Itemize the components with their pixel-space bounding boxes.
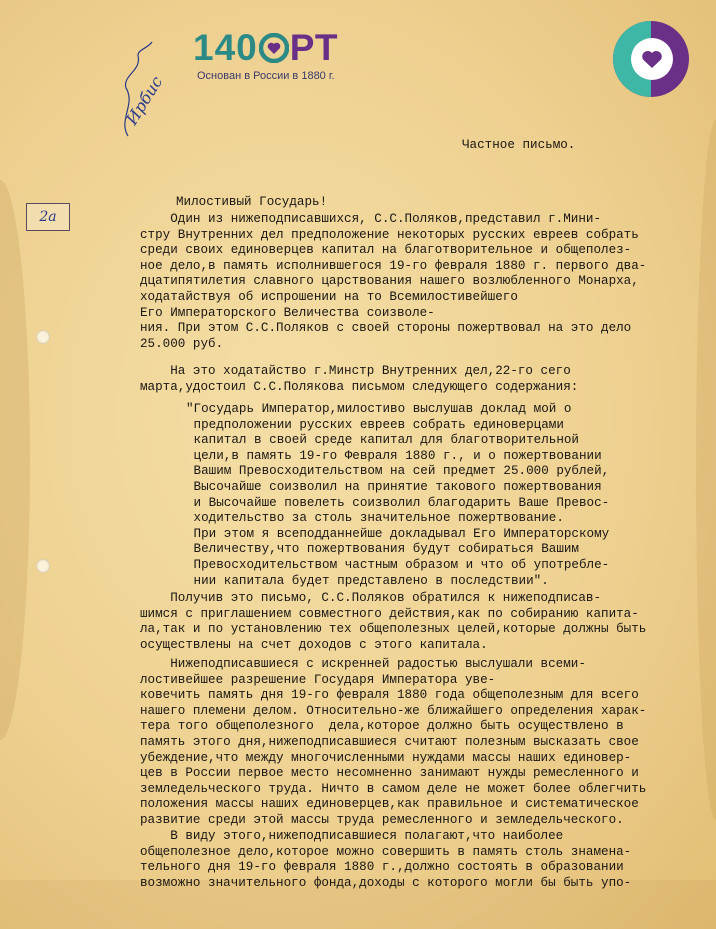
paragraph-1: Один из нижеподписавшихся, С.С.Поляков,представил г.Мини- стру Внутренних дел предположение некоторых русских евреев собрать среди своих единоверцев капитал на благотворительное и общеполез- ное дело,в память исполнившегося 19-го февраля 1880 г. первого два- дцатипятилетия славного царствования нашего возлюбленного Монарха, ходатайствуя об испрошении на то Всемилостивейшего Его Императорского Величества соизволе- ния. При этом С.С.Поляков с своей стороны пожертвовал на это дело 25.000 руб. [140,212,647,351]
paper-stain [0,180,30,740]
paragraph-2: На это ходатайство г.Минстр Внутренних дел,22-го сего марта,удостоил С.С.Полякова письмом следующего содержания: [140,364,579,394]
brand-wordmark [193,28,339,68]
punch-hole [36,330,50,344]
brand-suffix: РТ [289,27,339,68]
paragraph-4: Нижеподписавшиеся с искренней радостью выслушали всеми- лостивейшее разрешение Государя Императора уве- ковечить память дня 19-го февраля 1880 года общеполезным для всего нашего племени делом. Относительно-же ближайшего определения харак- тера того общеполезного дела,которое должно быть осуществлено в память этого дня,нижеподписавшиеся считают полезным высказать свое убеждение,что между многочисленными нуждами массы наших единовер- цев в России первое место несомненно занимают нужды ремесленного и земледельческого труда. Ничто в самом деле не может более облегчить положения массы наших единоверцев,как правильное и систематическое развитие среди этой массы труда ремесленного и земледельческого. [140,657,647,827]
quoted-letter: "Государь Император,милостиво выслушав доклад мой о предположении русских евреев собрать единоверцами капитал в своей среде капитал для благотворительной цели,в память 19-го Февраля 1880 г., и о пожертвовании Вашим Превосходительством на сей предмет 25.000 рублей, Высочайше соизволил на принятие такового пожертвования и Высочайше повелеть соизволил благодарить Ваше Превос- ходительство за столь значительное пожертвование. При этом я всеподданнейше докладывал Его Императорскому Величеству,что пожертвования будут собираться Вашим Превосходительством частным образом и что об употребле- нии капитала будет представлено в последствии". [186,402,610,588]
archive-logo [193,28,339,82]
paragraph-3: Получив это письмо, С.С.Поляков обратился к нижеподписав- шимся с приглашением совместного действия,как по собиранию капита- ла,так и по установлению тех общеполезных целей,которые должны быть осуществлены на счет доходов с этого капитала. [140,591,647,652]
heart-icon [259,33,289,63]
paragraph-5: В виду этого,нижеподписавшиеся полагают,что наиболее общеполезное дело,которое можно совершить в память столь знамена- тельного дня 19-го февраля 1880 г.,должно состоять в образовании возможно значительного фонда,доходы с которого могли бы быть упо- [140,829,632,890]
brand-tagline: Основан в России в 1880 г. [197,70,335,82]
salutation: Милостивый Государь! [176,195,328,209]
paper-stain [696,120,716,820]
document-type: Частное письмо. [462,138,576,152]
emblem-icon [612,20,690,98]
page-number-box: 2а [26,203,70,231]
handwritten-note: Ирбис [122,72,167,129]
punch-hole [36,559,50,573]
brand-prefix: 140 [193,27,258,68]
